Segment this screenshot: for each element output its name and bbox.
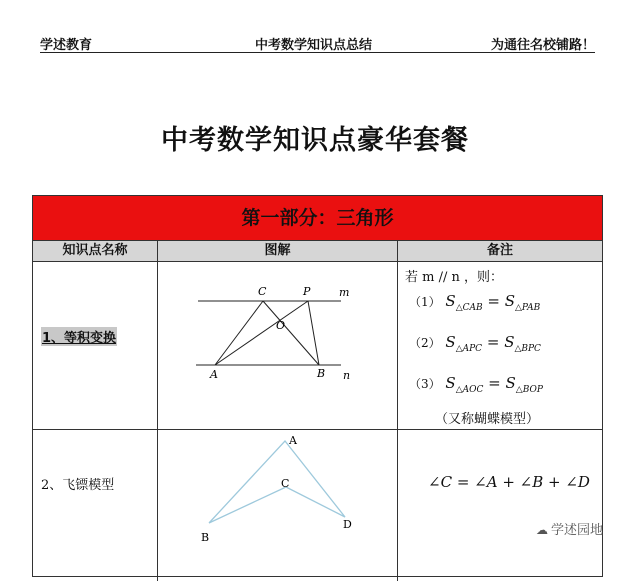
header-left: 学述教育: [40, 38, 93, 53]
row-2-name: 2、飞镖模型: [41, 478, 115, 493]
equation-2: （2） $S_{\triangle APC} = S_{\triangle BPC}$: [409, 333, 541, 354]
section-banner: 第一部分：三角形: [33, 196, 602, 241]
column-header-figure: 图解: [158, 241, 397, 262]
document-title: 中考数学知识点豪华套餐: [161, 125, 469, 156]
equation-1: （1） $S_{\triangle CAB} = S_{\triangle PAB}$: [409, 292, 541, 313]
row-1-name: 1、等积变换: [41, 327, 117, 346]
page-header: [40, 34, 595, 53]
label-B: B: [317, 367, 326, 380]
watermark: ☁ 学述园地: [536, 523, 604, 538]
label-C: C: [258, 285, 267, 298]
column-header-name: 知识点名称: [33, 241, 157, 262]
wechat-icon: ☁: [536, 523, 548, 537]
butterfly-model-note: （又称蝴蝶模型）: [435, 412, 540, 427]
equal-area-figure: [193, 281, 363, 381]
note-intro: 若 m // n ，则：: [405, 270, 503, 285]
label-D: D: [343, 518, 352, 531]
label-n: n: [343, 369, 351, 381]
label-A: A: [210, 368, 218, 381]
header-right: 为通往名校铺路！: [490, 38, 595, 53]
label-A: A: [289, 434, 297, 447]
equation-3: （3） $S_{\triangle AOC} = S_{\triangle BOP}$: [409, 374, 543, 395]
dart-formula: ∠C = ∠A + ∠B + ∠D: [428, 473, 590, 491]
label-m: m: [339, 286, 350, 299]
column-divider: [157, 241, 158, 581]
label-O: O: [276, 319, 286, 332]
knowledge-table: [32, 195, 603, 577]
label-P: P: [303, 285, 311, 298]
label-B: B: [201, 531, 210, 544]
column-divider: [397, 241, 398, 581]
column-header-note: 备注: [398, 241, 602, 262]
label-C: C: [281, 477, 290, 490]
dart-figure: [193, 431, 368, 546]
row-divider: [33, 429, 602, 430]
header-center: 中考数学知识点总结: [255, 38, 373, 53]
